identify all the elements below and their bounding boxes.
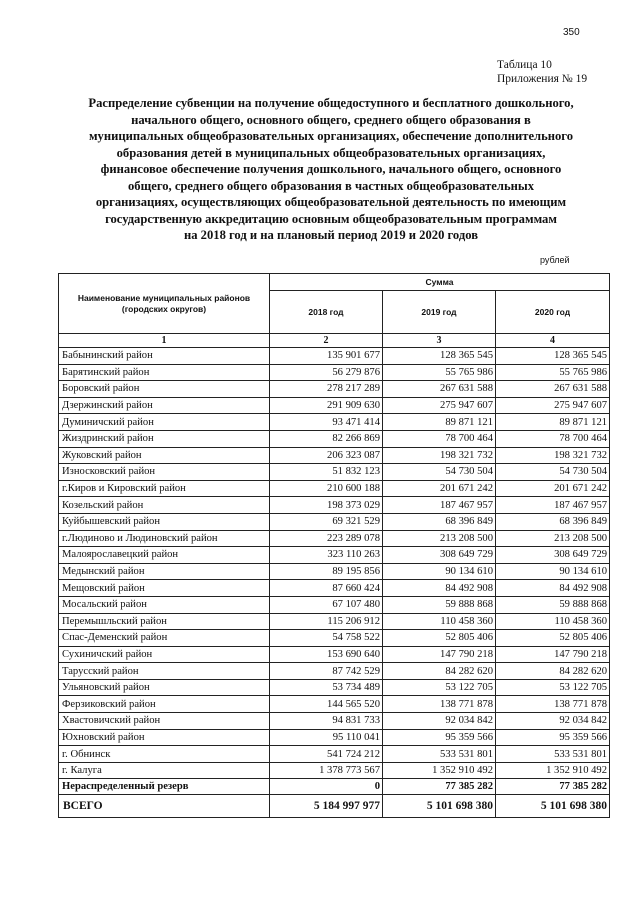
- value-2018: 153 690 640: [270, 646, 383, 663]
- district-name: Бабынинский район: [59, 348, 270, 365]
- value-2019: 201 671 242: [383, 480, 496, 497]
- value-2020: 275 947 607: [496, 397, 610, 414]
- value-2018: 144 565 520: [270, 696, 383, 713]
- district-name: Хвастовичский район: [59, 713, 270, 730]
- value-2020: 110 458 360: [496, 613, 610, 630]
- district-name: Малоярославецкий район: [59, 547, 270, 564]
- district-name: Мещовский район: [59, 580, 270, 597]
- value-2018: 89 195 856: [270, 563, 383, 580]
- value-2019: 84 492 908: [383, 580, 496, 597]
- value-2018: 54 758 522: [270, 630, 383, 647]
- value-2018: 206 323 087: [270, 447, 383, 464]
- value-2020: 95 359 566: [496, 729, 610, 746]
- district-name: г. Обнинск: [59, 746, 270, 763]
- district-name: Боровский район: [59, 381, 270, 398]
- title-line: муниципальных общеобразовательных организациях, обеспечение дополнительного: [88, 129, 574, 143]
- reserve-value-2019: 77 385 282: [383, 779, 496, 795]
- title-line: на 2018 год и на плановый период 2019 и 2020 годов: [183, 228, 479, 242]
- table-row: [59, 364, 610, 381]
- table-row: [59, 746, 610, 763]
- value-2018: 278 217 289: [270, 381, 383, 398]
- total-value-2020: 5 101 698 380: [496, 795, 610, 818]
- value-2020: 201 671 242: [496, 480, 610, 497]
- table-row: [59, 596, 610, 613]
- value-2019: 275 947 607: [383, 397, 496, 414]
- value-2020: 89 871 121: [496, 414, 610, 431]
- value-2019: 95 359 566: [383, 729, 496, 746]
- total-value-2019: 5 101 698 380: [383, 795, 496, 818]
- district-name: Спас-Деменский район: [59, 630, 270, 647]
- header-year-2020: 2020 год: [496, 291, 610, 334]
- value-2018: 94 831 733: [270, 713, 383, 730]
- value-2020: 198 321 732: [496, 447, 610, 464]
- table-row: [59, 630, 610, 647]
- value-2019: 53 122 705: [383, 679, 496, 696]
- table-row: [59, 663, 610, 680]
- column-number: 4: [496, 334, 610, 348]
- table-row: [59, 613, 610, 630]
- value-2018: 210 600 188: [270, 480, 383, 497]
- district-name: Жуковский район: [59, 447, 270, 464]
- table-row: [59, 397, 610, 414]
- reserve-name: Нераспределенный резерв: [59, 779, 270, 795]
- document-title: [56, 95, 606, 244]
- title-line: общего, среднего общего образования в частных общеобразовательных: [128, 178, 534, 193]
- value-2020: 267 631 588: [496, 381, 610, 398]
- value-2019: 55 765 986: [383, 364, 496, 381]
- value-2019: 213 208 500: [383, 530, 496, 547]
- table-row: [59, 381, 610, 398]
- value-2018: 93 471 414: [270, 414, 383, 431]
- value-2019: 54 730 504: [383, 464, 496, 481]
- district-name: Мосальский район: [59, 596, 270, 613]
- table-row: [59, 480, 610, 497]
- table-row: [59, 547, 610, 564]
- district-name: г.Людиново и Людиновский район: [59, 530, 270, 547]
- table-reference: [497, 58, 587, 86]
- header-year-2018: 2018 год: [270, 291, 383, 334]
- subvention-table: [58, 273, 610, 818]
- value-2019: 267 631 588: [383, 381, 496, 398]
- value-2019: 128 365 545: [383, 348, 496, 365]
- reserve-row: [59, 779, 610, 795]
- column-number: 3: [383, 334, 496, 348]
- value-2020: 53 122 705: [496, 679, 610, 696]
- value-2020: 147 790 218: [496, 646, 610, 663]
- table-row: [59, 679, 610, 696]
- header-year-2019: 2019 год: [383, 291, 496, 334]
- table-row: [59, 447, 610, 464]
- reserve-value-2018: 0: [270, 779, 383, 795]
- table-row: [59, 348, 610, 365]
- value-2018: 82 266 869: [270, 430, 383, 447]
- value-2018: 323 110 263: [270, 547, 383, 564]
- table-row: [59, 430, 610, 447]
- value-2018: 87 660 424: [270, 580, 383, 597]
- table-row: [59, 713, 610, 730]
- column-number: 1: [59, 334, 270, 348]
- value-2019: 1 352 910 492: [383, 762, 496, 779]
- value-2020: 84 492 908: [496, 580, 610, 597]
- value-2019: 92 034 842: [383, 713, 496, 730]
- value-2019: 52 805 406: [383, 630, 496, 647]
- value-2018: 87 742 529: [270, 663, 383, 680]
- table-row: [59, 646, 610, 663]
- district-name: Думиничский район: [59, 414, 270, 431]
- total-row: [59, 795, 610, 818]
- value-2020: 128 365 545: [496, 348, 610, 365]
- value-2019: 147 790 218: [383, 646, 496, 663]
- title-line: начального общего, основного общего, среднего общего образования в: [131, 112, 531, 127]
- value-2019: 110 458 360: [383, 613, 496, 630]
- district-name: Перемышльский район: [59, 613, 270, 630]
- table-row: [59, 563, 610, 580]
- header-sum: Сумма: [270, 274, 610, 291]
- value-2020: 1 352 910 492: [496, 762, 610, 779]
- value-2018: 1 378 773 567: [270, 762, 383, 779]
- table-row: [59, 513, 610, 530]
- district-name: Куйбышевский район: [59, 513, 270, 530]
- value-2019: 138 771 878: [383, 696, 496, 713]
- district-name: г.Киров и Кировский район: [59, 480, 270, 497]
- value-2018: 95 110 041: [270, 729, 383, 746]
- title-line: образования детей в муниципальных общеобразовательных организациях,: [116, 145, 546, 160]
- table-ref-line1: Таблица 10: [497, 59, 552, 71]
- title-line: Распределение субвенции на получение общедоступного и бесплатного дошкольного,: [88, 96, 574, 110]
- district-name: Износковский район: [59, 464, 270, 481]
- value-2020: 90 134 610: [496, 563, 610, 580]
- table-ref-line2: Приложения № 19: [497, 73, 588, 85]
- column-number-row: [59, 334, 610, 348]
- title-line: финансовое обеспечение получения дошкольного, начального общего, основного: [100, 162, 562, 176]
- value-2020: 533 531 801: [496, 746, 610, 763]
- value-2019: 308 649 729: [383, 547, 496, 564]
- page-number: 350: [563, 27, 580, 38]
- value-2019: 84 282 620: [383, 663, 496, 680]
- total-value-2018: 5 184 997 977: [270, 795, 383, 818]
- value-2020: 55 765 986: [496, 364, 610, 381]
- district-name: Жиздринский район: [59, 430, 270, 447]
- value-2018: 56 279 876: [270, 364, 383, 381]
- table-row: [59, 530, 610, 547]
- value-2019: 59 888 868: [383, 596, 496, 613]
- value-2018: 69 321 529: [270, 513, 383, 530]
- value-2020: 68 396 849: [496, 513, 610, 530]
- value-2018: 291 909 630: [270, 397, 383, 414]
- district-name: Барятинский район: [59, 364, 270, 381]
- value-2018: 51 832 123: [270, 464, 383, 481]
- title-line: организациях, осуществляющих общеобразовательной деятельность по имеющим: [95, 195, 567, 209]
- table-body: [59, 348, 610, 779]
- value-2019: 187 467 957: [383, 497, 496, 514]
- total-label: ВСЕГО: [59, 795, 270, 818]
- value-2020: 213 208 500: [496, 530, 610, 547]
- value-2018: 67 107 480: [270, 596, 383, 613]
- district-name: Юхновский район: [59, 729, 270, 746]
- district-name: Медынский район: [59, 563, 270, 580]
- table-row: [59, 414, 610, 431]
- district-name: Ульяновский район: [59, 679, 270, 696]
- table-row: [59, 696, 610, 713]
- table-row: [59, 762, 610, 779]
- value-2020: 84 282 620: [496, 663, 610, 680]
- value-2018: 115 206 912: [270, 613, 383, 630]
- title-line: государственную аккредитацию основным общеобразовательным программам: [105, 211, 557, 226]
- value-2020: 92 034 842: [496, 713, 610, 730]
- reserve-value-2020: 77 385 282: [496, 779, 610, 795]
- value-2019: 90 134 610: [383, 563, 496, 580]
- value-2018: 198 373 029: [270, 497, 383, 514]
- district-name: Козельский район: [59, 497, 270, 514]
- column-number: 2: [270, 334, 383, 348]
- value-2020: 138 771 878: [496, 696, 610, 713]
- value-2020: 52 805 406: [496, 630, 610, 647]
- value-2019: 89 871 121: [383, 414, 496, 431]
- value-2018: 541 724 212: [270, 746, 383, 763]
- district-name: Тарусский район: [59, 663, 270, 680]
- district-name: г. Калуга: [59, 762, 270, 779]
- value-2018: 135 901 677: [270, 348, 383, 365]
- currency-note: рублей: [540, 255, 570, 265]
- value-2020: 78 700 464: [496, 430, 610, 447]
- value-2020: 59 888 868: [496, 596, 610, 613]
- value-2020: 54 730 504: [496, 464, 610, 481]
- table-row: [59, 464, 610, 481]
- district-name: Дзержинский район: [59, 397, 270, 414]
- value-2019: 198 321 732: [383, 447, 496, 464]
- value-2018: 223 289 078: [270, 530, 383, 547]
- value-2019: 78 700 464: [383, 430, 496, 447]
- table-row: [59, 580, 610, 597]
- value-2020: 187 467 957: [496, 497, 610, 514]
- district-name: Ферзиковский район: [59, 696, 270, 713]
- table-row: [59, 497, 610, 514]
- value-2020: 308 649 729: [496, 547, 610, 564]
- value-2019: 533 531 801: [383, 746, 496, 763]
- table-row: [59, 729, 610, 746]
- header-name-column: Наименование муниципальных районов (городских округов): [59, 274, 270, 334]
- district-name: Сухиничский район: [59, 646, 270, 663]
- value-2018: 53 734 489: [270, 679, 383, 696]
- value-2019: 68 396 849: [383, 513, 496, 530]
